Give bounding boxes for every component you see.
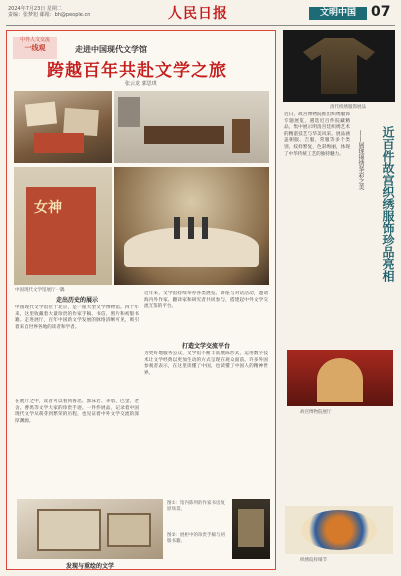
- photo-exhibition-hall: [114, 167, 269, 285]
- photo-caption-bottom-right: 图②：展柜中的珍贵手稿与初版书籍。: [167, 533, 226, 544]
- body-text-c: 近年来，文学馆持续举办各类展览、讲座与对话活动，邀请海内外作家、翻译家和研究者共同参与，搭建起中外文学交流互鉴的平台。: [144, 291, 268, 310]
- side-article-title: 近百件故宫织绣服饰珍品亮相: [381, 126, 395, 282]
- photo-palace-hall: [287, 350, 393, 406]
- photo-portrait-display: [232, 499, 270, 559]
- section-title-2: 打造文学交流平台: [181, 343, 230, 350]
- article-byline: 张云龙 郭思琪: [125, 81, 157, 87]
- side-article-subtitle: ——展现锦绣华彩之美: [357, 130, 364, 190]
- body-text-b: 在展厅之中，读者可以看到鲁迅、郭沫若、茅盾、巴金、老舍、曹禺等文学大家的珍贵手迹。一件件展品，记录着中国现代文学从萌芽到繁荣的历程，也见证着中外文学交流的深厚渊源。: [15, 399, 139, 424]
- photo-study-room: [114, 91, 269, 163]
- article-headline: 跨越百年共赴文学之旅: [47, 61, 227, 81]
- photo-gallery-wall: [17, 499, 163, 559]
- article-kicker: 走进中国现代文学馆: [75, 44, 147, 54]
- side-caption-2: 故宫博物院展厅: [300, 410, 332, 415]
- section-title-1: 走出历史的展示: [55, 297, 98, 304]
- photo-caption-bottom-left: 图①：馆内陈列的作家书房复原场景。: [167, 501, 226, 512]
- photo-imperial-robe: [283, 30, 395, 102]
- issue-date: 2024年7月23日 星期二 责编：张梦旭 邮箱：bh@people.cn: [8, 6, 91, 18]
- body-text-d: 为更好地服务公众，文学馆不断丰富展陈形式，运用数字技术让文学经典以更加生动的方式呈现在观众面前。许多外国参观者表示，在这里读懂了中国，也读懂了中国人的精神世界。: [144, 351, 268, 376]
- photo-caption-top: 中国现代文学馆展厅一隅: [15, 288, 65, 293]
- photo-book-cover: 女神: [14, 167, 112, 285]
- side-body-text: 近日，故宫博物院推出织绣服饰专题展览，遴选近百件院藏精品，集中展示明清宫廷织绣艺术的精湛技艺与华美风采。展品涵盖朝服、吉服、常服等多个类别，纹样繁复，色彩绚丽，体现了中华传统工艺的独特魅力。: [284, 112, 350, 157]
- side-caption-1: 清代织绣服饰展品: [330, 105, 366, 110]
- section-label: 文明中国: [309, 7, 367, 20]
- body-text-a: 中国现代文学馆位于北京，是一座大型文学博物馆。四十年来，这里收藏着大量珍贵的作家手稿、书信、照片和初版书籍。走进展厅，百年中国新文学发展的脉络清晰可见，吸引着来自世界各地的读者和学者。: [15, 305, 139, 330]
- page-number: 07: [371, 4, 391, 20]
- photo-manuscripts: [14, 91, 112, 163]
- side-caption-3: 织绣纹样细节: [300, 558, 327, 563]
- section-title-3: 发现与重绘的文学: [65, 563, 114, 570]
- page-header: [0, 0, 401, 26]
- column-tag: 中外人文交流 一线观: [13, 37, 57, 59]
- masthead-logo: 人民日报: [168, 6, 228, 22]
- photo-embroidery-detail: [285, 506, 393, 554]
- header-rule: [6, 25, 395, 26]
- main-article: [6, 30, 276, 570]
